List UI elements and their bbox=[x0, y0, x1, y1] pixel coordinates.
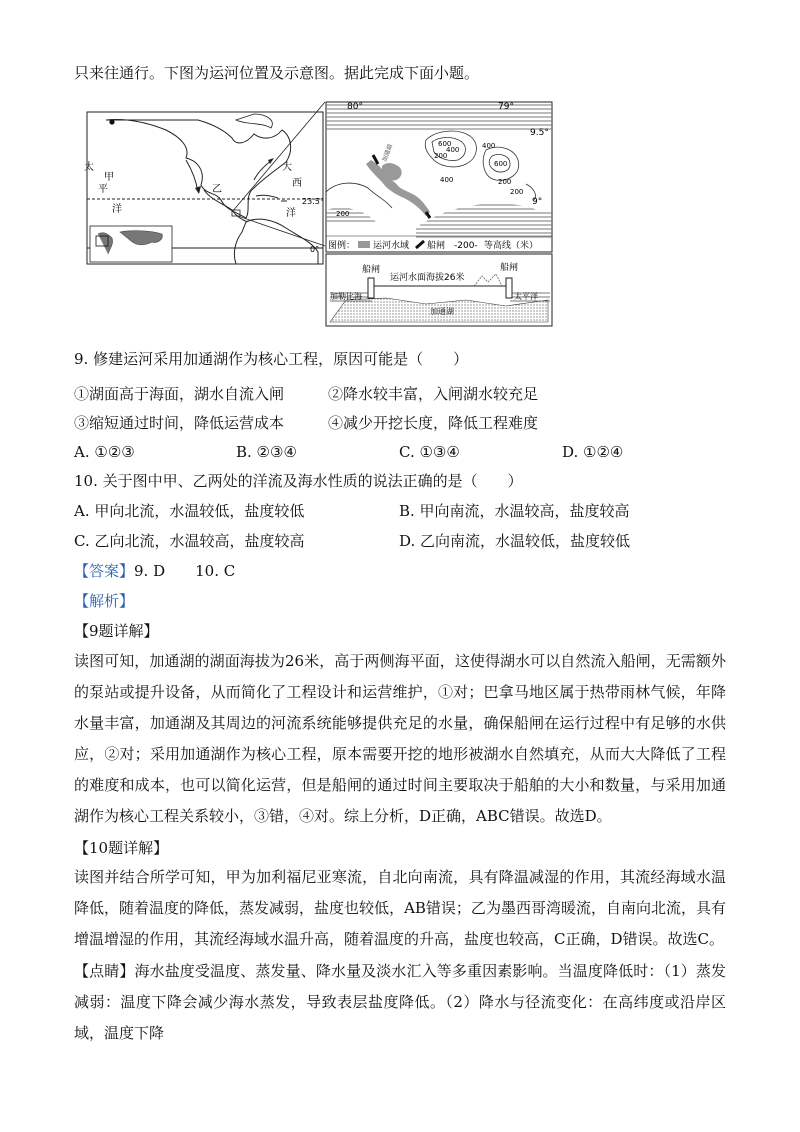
profile-pacific: 太平洋 bbox=[514, 292, 538, 301]
intro-text: 只来往通行。下图为运河位置及示意图。据此完成下面小题。 bbox=[74, 64, 480, 82]
label-pacific-3: 洋 bbox=[112, 204, 122, 215]
legend-contour-label: 等高线（米） bbox=[484, 241, 539, 251]
detail-10-text: 读图并结合所学可知，甲为加利福尼亚寒流，自北向南流，具有降温减湿的作用，其流经海域水温降低，随着温度的降低，蒸发减弱，盐度也较低，AB错误；乙为墨西哥湾暖流，自南向北流，具有增温增湿的作用，其流经海域水温升高，随着温度的升高，盐度也较高，C正确，D错误。故选C。 bbox=[74, 868, 726, 948]
q9-option-c: C. ①③④ bbox=[399, 443, 460, 461]
label-yi: 乙 bbox=[212, 184, 222, 195]
label-atlantic-1: 大 bbox=[282, 162, 292, 173]
label-lat-9: 9° bbox=[532, 197, 543, 207]
q9-statement-1: ①湖面高于海面，湖水自流入闸 bbox=[74, 385, 285, 403]
profile-lock-2: 船闸 bbox=[500, 263, 519, 273]
canal-figure bbox=[86, 100, 554, 328]
detail-10-title: 【10题详解】 bbox=[74, 839, 169, 857]
answer-text: 9. D 10. C bbox=[134, 562, 236, 580]
label-atlantic-3: 洋 bbox=[286, 208, 296, 219]
q9-option-d: D. ①②④ bbox=[562, 443, 624, 461]
q9-statement-4: ④减少开挖长度，降低工程难度 bbox=[328, 414, 539, 432]
label-equator: 0° bbox=[310, 245, 320, 254]
q9-option-b: B. ②③④ bbox=[236, 443, 297, 461]
profile-lake: 加通湖 bbox=[430, 307, 454, 316]
label-tropic: 23.5° bbox=[302, 197, 324, 206]
q10-option-b: B. 甲向南流，水温较高，盐度较高 bbox=[399, 502, 630, 520]
contour-600-a: 600 bbox=[438, 140, 452, 148]
q10-option-a: A. 甲向北流，水温较低，盐度较低 bbox=[74, 502, 305, 520]
analysis-tag: 【解析】 bbox=[74, 592, 135, 610]
label-atlantic-2: 西 bbox=[292, 178, 302, 189]
contour-600-b: 600 bbox=[494, 160, 508, 168]
contour-400-a: 400 bbox=[446, 146, 460, 154]
answer-tag: 【答案】 bbox=[74, 562, 135, 580]
q9-statement-2: ②降水较丰富，入闸湖水较充足 bbox=[328, 385, 539, 403]
contour-400-c: 400 bbox=[440, 176, 454, 184]
answer-line bbox=[74, 561, 235, 581]
detail-9-text: 读图可知，加通湖的湖面海拔为26米，高于两侧海平面，这使得湖水可以自然流入船闸，无需额外的泵站或提升设备，从而简化了工程设计和运营维护，①对；巴拿马地区属于热带雨林气候，年降水量丰富，加通湖及其周边的河流系统能够提供充足的水量，确保船闸在运行过程中有足够的水供应，②对；采用加通湖作为核心工程，原本需要开挖的地形被湖水自然填充，从而大大降低了工程的难度和成本，也可以简化运营，但是船闸的通过时间主要取决于船舶的大小和数量，与采用加通湖作为核心工程关系较小，③错，④对。综上分析，D正确，ABC错误。故选D。 bbox=[74, 652, 726, 825]
canal-profile bbox=[326, 254, 552, 326]
contour-200-b: 200 bbox=[498, 178, 512, 186]
canal-detail-map bbox=[326, 102, 552, 252]
contour-400-b: 400 bbox=[482, 142, 496, 150]
contour-200-d: 200 bbox=[336, 210, 350, 218]
legend-water: 运河水域 bbox=[373, 241, 410, 251]
contour-200-a: 200 bbox=[434, 152, 448, 160]
label-lon-79: 79° bbox=[498, 102, 514, 112]
tip-text: 海水盐度受温度、蒸发量、降水量及淡水汇入等多重因素影响。当温度降低时：（1）蒸发减弱：温度下降会减少海水蒸发，导致表层盐度降低。（2）降水与径流变化：在高纬度或沿岸区域，温度下降 bbox=[74, 962, 726, 1042]
label-jia: 甲 bbox=[104, 172, 114, 183]
profile-caribbean: 加勒比海 bbox=[330, 292, 362, 301]
profile-lock-1: 船闸 bbox=[362, 265, 381, 275]
label-gatun-lake-map: 加通湖 bbox=[381, 143, 395, 163]
contour-200-c: 200 bbox=[510, 188, 524, 196]
profile-elevation: 运河水面海拔26米 bbox=[390, 273, 465, 283]
q10-option-d: D. 乙向南流，水温较低，盐度较低 bbox=[399, 532, 631, 550]
q9-statement-3: ③缩短通过时间，降低运营成本 bbox=[74, 414, 285, 432]
legend-lock: 船闸 bbox=[427, 241, 446, 251]
americas-map bbox=[84, 102, 325, 264]
q9-option-a: A. ①②③ bbox=[74, 443, 135, 461]
label-pacific-2: 平 bbox=[98, 184, 108, 195]
q10-stem: 10. 关于图中甲、乙两处的洋流及海水性质的说法正确的是（ ） bbox=[74, 472, 523, 490]
legend-title: 图例： bbox=[328, 241, 356, 251]
label-pacific-1: 太 bbox=[84, 162, 94, 173]
tip-paragraph bbox=[74, 956, 726, 1049]
legend-contour: -200- bbox=[454, 241, 478, 251]
q9-stem: 9. 修建运河采用加通湖作为核心工程，原因可能是（ ） bbox=[74, 350, 469, 368]
q10-option-c: C. 乙向北流，水温较高，盐度较高 bbox=[74, 532, 305, 550]
label-lat-9-5: 9.5° bbox=[530, 128, 549, 138]
label-lon-80: 80° bbox=[347, 102, 363, 112]
tip-tag: 【点睛】 bbox=[74, 962, 135, 980]
detail-9-title: 【9题详解】 bbox=[74, 622, 159, 640]
